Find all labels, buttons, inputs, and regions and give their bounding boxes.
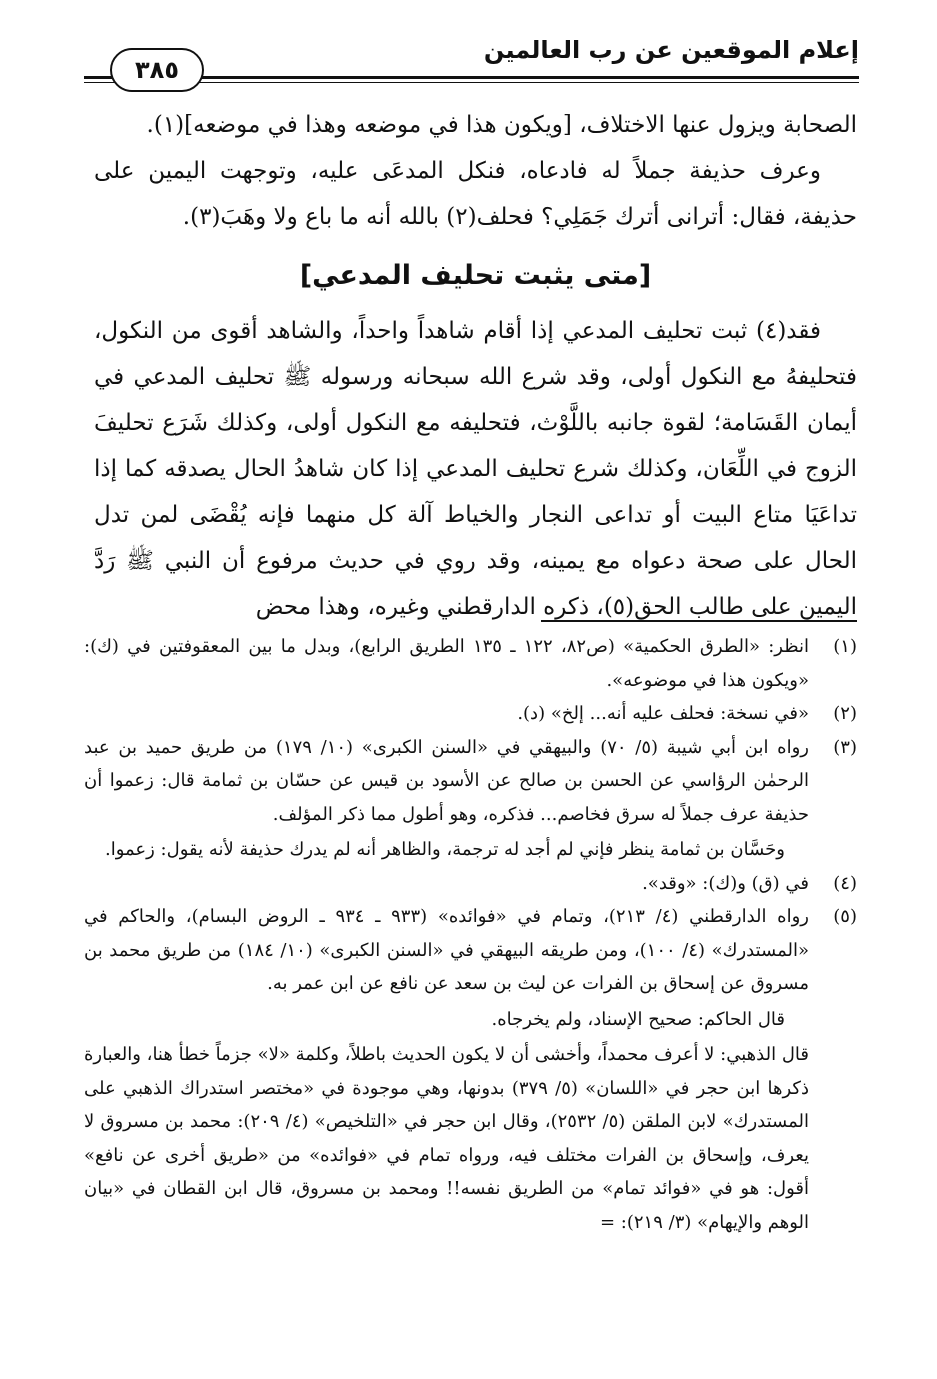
footnote-1: [84, 630, 857, 697]
paragraph-3: فقد(٤) ثبت تحليف المدعي إذا أقام شاهداً واحداً، والشاهد أقوى من النكول، فتحليفهُ مع النكول أولى، وقد شرع الله سبحانه ورسوله ﷺ تحليف المدعي في أيمان القَسَامة؛ لقوة جانبه باللَّوْث، فتحليفه مع النكول أولى، وكذلك شَرَع تحليفَ الزوج في اللِّعَان، وكذلك شرع تحليف المدعي إذا كان شاهدُ الحال يصدقه كما إذا تداعَيَا متاع البيت أو تداعى النجار والخياط آلة كل منهما فإنه يُقْضَى لمن تدل الحال على صحة دعواه مع يمينه، وقد روي في حديث مرفوع أن النبي ﷺ رَدَّ اليمين على طالب الحق(٥)، ذكره الدارقطني وغيره، وهذا محض: [94, 318, 857, 620]
footnote-number: (٣): [833, 736, 857, 758]
footnote-text: رواه الدارقطني (٤/ ٢١٣)، وتمام في «فوائده» (٩٣٣ ـ ٩٣٤ ـ الروض البسام)، والحاكم في «المستدرك» (٤/ ١٠٠)، ومن طريقه البيهقي في «السنن الكبرى» (١٠/ ١٨٤) من طريق محمد بن مسروق عن إسحاق بن الفرات عن ليث بن سعد عن نافع عن ابن عمر به.: [84, 906, 810, 994]
paragraph-1: الصحابة ويزول عنها الاختلاف، [ويكون هذا في موضعه وهذا في موضعه](١).: [146, 112, 857, 138]
section-heading: [متى يثبت تحليف المدعي]: [299, 260, 652, 291]
footnote-separator: [541, 620, 857, 622]
footnote-number: (٢): [833, 703, 857, 724]
footnote-4: [84, 867, 857, 901]
footnote-3: [84, 731, 857, 832]
footnote-5-note-hakim: قال الحاكم: صحيح الإسناد، ولم يخرجاه.: [491, 1008, 785, 1030]
footnote-2: [84, 697, 857, 731]
footnote-text: رواه ابن أبي شيبة (٥/ ٧٠) والبيهقي في «السنن الكبرى» (١٠/ ١٧٩) من طريق حميد بن عبد الرحمٰن الرؤاسي عن الحسن بن صالح عن الأسود بن قيس عن حسّان بن ثمامة قال: زعموا أن حذيفة عرف جملاً له سرق فخاصم... فذكره، وهو أطول مما ذكر المؤلف.: [84, 736, 809, 825]
footnotes: [84, 630, 857, 1239]
main-text: [94, 102, 857, 630]
page-number: ٣٨٥: [110, 48, 204, 92]
footnote-5-note-dhahabi: قال الذهبي: لا أعرف محمداً، وأخشى أن لا يكون الحديث باطلاً، وكلمة «لا» جزماً خطأ هنا، والعبارة ذكرها ابن حجر في «اللسان» (٥/ ٣٧٩) بدونها، وهي موجودة في «مختصر استدراك الذهبي على المستدرك» لابن الملقن (٥/ ٢٥٣٢)، وقال ابن حجر في «التلخيص» (٤/ ٢٠٩): محمد بن مسروق لا يعرف، وإسحاق بن الفرات مختلف فيه، ورواه تمام في «فوائده» من «طريق أخرى عن نافع» أقول: هو في «فوائد تمام» من الطريق نفسه!! ومحمد بن مسروق، قال ابن القطان في «بيان الوهم والإيهام» (٣/ ٢١٩): =: [84, 1044, 809, 1233]
footnote-3-note: وحَسَّان بن ثمامة ينظر فإني لم أجد له ترجمة، والظاهر أنه لم يدرك حذيفة لأنه يقول: زعموا.: [104, 839, 785, 860]
footnote-text: في (ق) و(ك): «وقد».: [642, 872, 809, 894]
running-title: إعلام الموقعين عن رب العالمين: [483, 36, 859, 64]
footnote-number: (١): [833, 636, 857, 657]
footnote-text: انظر: «الطرق الحكمية» (ص٨٢، ١٢٢ ـ ١٣٥ الطريق الرابع)، وبدل ما بين المعقوفتين في (ك): «ويكون هذا في موضوعه».: [84, 636, 810, 691]
paragraph-2: وعرف حذيفة جملاً له فادعاه، فنكل المدعَى عليه، وتوجهت اليمين على حذيفة، فقال: أترانى أترك جَمَلِي؟ فحلف(٢) بالله أنه ما باع ولا وهَبَ(٣).: [94, 158, 857, 230]
footnote-number: (٥): [833, 906, 857, 927]
footnote-number: (٤): [833, 872, 857, 894]
footnote-5: [84, 900, 857, 1001]
footnote-text: «في نسخة: فحلف عليه أنه... إلخ» (د).: [517, 703, 809, 724]
